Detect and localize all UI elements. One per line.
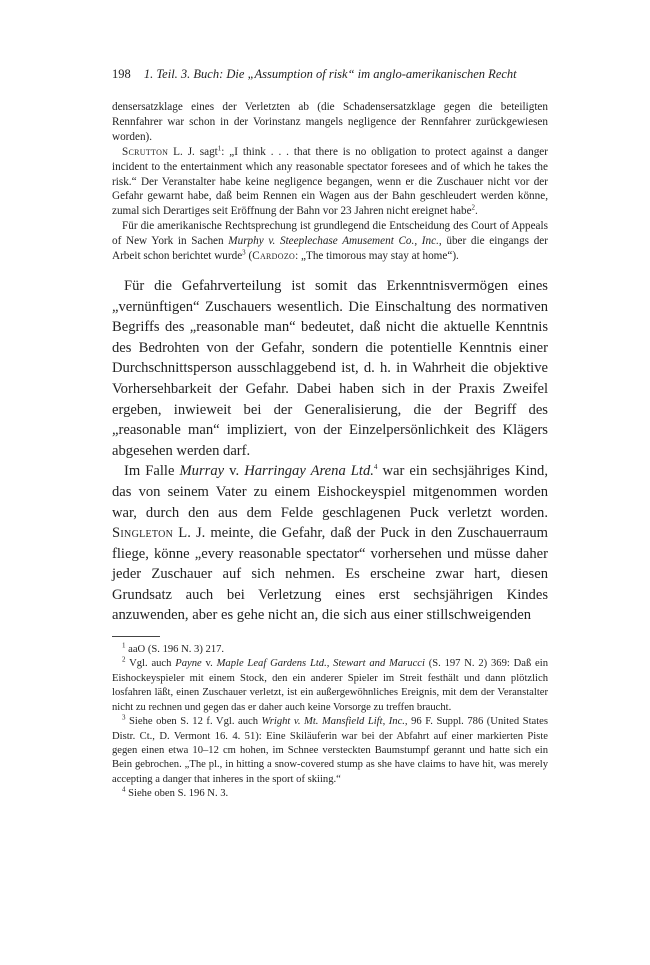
case-name: Murphy v. Steeplechase Amusement Co., Inc., xyxy=(228,235,442,248)
small-paragraph-1: densersatzklage eines der Verletzten ab (die Schadensersatzklage gegen die beteiligten Rennfahrer war schon in der Vorinstanz mangels negligence der Rennfahrer zurückgewiesen worden). xyxy=(112,101,548,143)
footnote-ref: 3 xyxy=(242,248,246,257)
running-title: 1. Teil. 3. Buch: Die „Assumption of risk“ im anglo-amerikanischen Recht xyxy=(143,67,517,81)
case-name: Murray xyxy=(179,463,225,480)
footnote-ref: 2 xyxy=(471,203,476,212)
footnotes xyxy=(112,643,548,801)
main-paragraph-2: Im Falle Murray v. Harringay Arena Ltd.$^4$ war ein sechsjähriges Kind, das von seinem Vater zu einem Eishockeyspiel mitgenommen worden war, durch den aus dem Felde geschlagenen Puck verletzt worden. Singleton L. J. meinte, die Gefahr, daß der Puck in den Zuschauerraum fliege, könne „every reasonable spectator“ vorhersehen und müsse daher jeder Zuschauer auf sich nehmen. Es erscheine zwar hart, diesen Grundsatz auch bei Verletzung eines erst sechsjährigen Kindes anzuwenden, aber es gehe nicht an, die sich aus einer stillschweigenden xyxy=(112,463,548,624)
book-page xyxy=(112,66,548,802)
page-number: 198 xyxy=(112,67,131,81)
running-header xyxy=(112,66,548,82)
footnote-ref: 4 xyxy=(373,463,378,472)
case-name: Maple Leaf Gardens Ltd., Stewart and Marucci xyxy=(216,658,425,670)
footnote-4: $^4$ Siehe oben S. 196 N. 3. xyxy=(122,785,229,800)
small-paragraph-3: Für die amerikanische Rechtsprechung ist grundlegend die Entscheidung des Court of Appeals of New York in Sachen Murphy v. Steeplechase Amusement Co., Inc., über die eingangs der Arbeit schon berichtet wurde$^3$ (Cardozo: „The timorous may stay at home“). xyxy=(112,220,548,263)
case-name: Payne xyxy=(175,658,202,670)
footnote-rule xyxy=(112,636,160,637)
small-paragraph-2: Scrutton L. J. sagt$^1$: „I think . . . that there is no obligation to protect against a danger incident to the entertainment which any reasonable spectator foresees and of which he takes the risk.“ Der Veranstalter habe keine negligence begangen, wenn er die Zuschauer nicht vor der Gefahr gewarnt habe, daß beim Rennen ein Wagen aus der Bahn geschleudert werden könne, zumal sich Derartiges seit Eröffnung der Bahn vor 23 Jahren nicht ereignet habe$^2$. xyxy=(112,143,548,218)
small-print-block xyxy=(112,100,548,264)
case-name: Harringay Arena Ltd. xyxy=(244,463,374,480)
footnote-3: $^3$ Siehe oben S. 12 f. Vgl. auch Wright v. Mt. Mansfield Lift, Inc., 96 F. Suppl. 786 (United States Distr. Ct., D. Vermont 16. 4. 51): Eine Skiläuferin war bei der Abfahrt auf einer markierten Piste gegen einen etwa 10–12 cm hohen, im Schnee versteckten Baumstumpf gerannt und hatte sich ein Bein gebrochen. „The pl., in hitting a snow-covered stump as she have claims to have hit, was merely accepting a danger that inheres in the sport of skiing.“ xyxy=(112,713,548,785)
judge-name: Singleton xyxy=(112,525,174,542)
footnote-1: $^1$ aaO (S. 196 N. 3) 217. xyxy=(122,641,225,656)
case-name: Wright v. Mt. Mansfield Lift, Inc., xyxy=(261,716,408,728)
main-paragraph-1: Für die Gefahrverteilung ist somit das Erkenntnisvermögen eines „vernünftigen“ Zuschauers wesentlich. Die Einschaltung des normativen Begriffs des „reasonable man“ bedeutet, daß nicht die aktuelle Kenntnis des Bedrohten von der Gefahr, sondern die potentielle Kenntnis einer Durchschnittsperson ausschlaggebend ist, d. h. in Wahrheit die objektive Vorhersehbarkeit der Gefahr. Dabei haben sich in der Praxis Zweifel ergeben, inwieweit bei der Generalisierung, die der Begriff des „reasonable man“ impliziert, von der Einzelpersönlichkeit des Klägers abgesehen werden darf. xyxy=(112,277,548,459)
judge-name: Cardozo xyxy=(252,250,296,263)
footnote-ref: 1 xyxy=(217,143,222,152)
judge-name: Scrutton xyxy=(122,145,169,158)
footnote-2: $^2$ Vgl. auch Payne v. Maple Leaf Gardens Ltd., Stewart and Marucci (S. 197 N. 2) 369: Daß ein Eishockeyspieler mit einem Stock, den ein anderer Spieler im Streit festhält und dann plötzlich losfahren läßt, einen Zuschauer verletzt, ist ein außergewöhnliches Ereignis, mit dem der Veranstalter nicht zu rechnen und gegen das er daher auch keine Vorsorge zu treffen braucht. xyxy=(112,655,548,713)
main-text-block xyxy=(112,276,548,626)
